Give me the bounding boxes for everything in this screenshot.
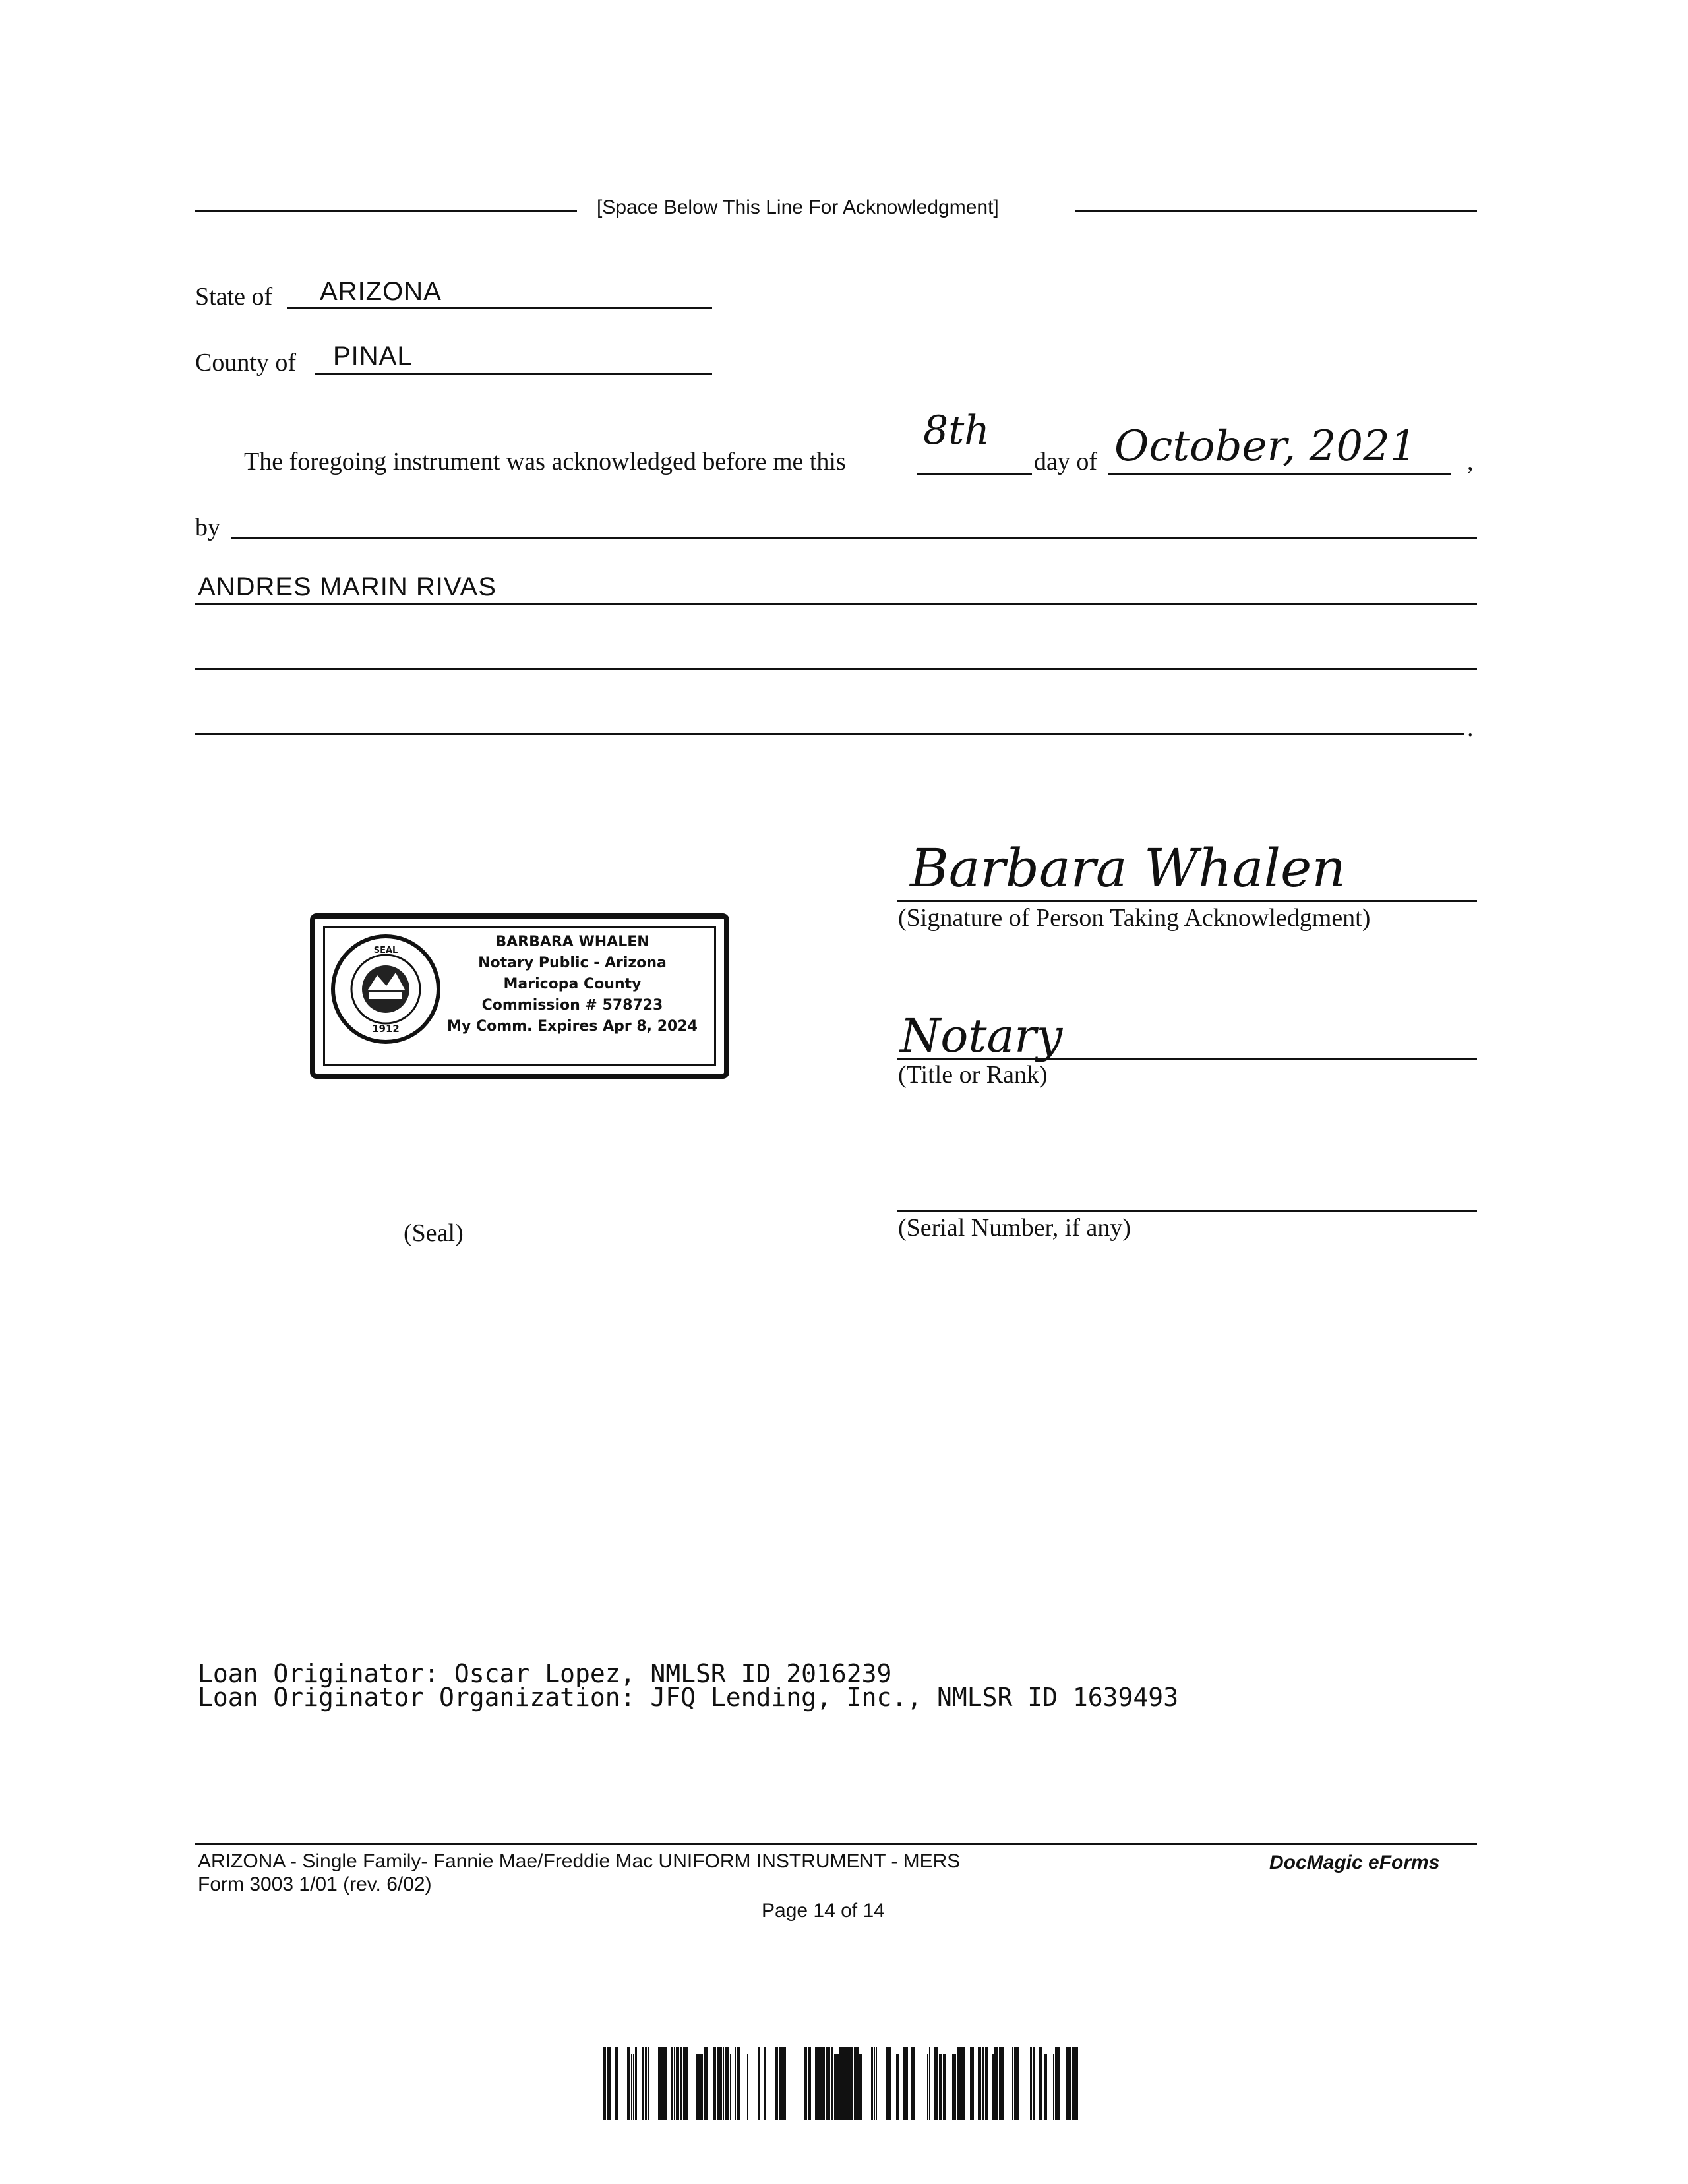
title-caption: (Title or Rank) [898, 1061, 1048, 1089]
day-value: 8th [923, 408, 990, 454]
docmagic-logo: DocMagic eForms [1269, 1852, 1440, 1873]
svg-text:1912: 1912 [372, 1023, 400, 1035]
footer-form-title: ARIZONA - Single Family- Fannie Mae/Freddie Mac UNIFORM INSTRUMENT - MERS [198, 1850, 961, 1872]
by-label: by [195, 514, 220, 541]
signer-name: ANDRES MARIN RIVAS [198, 572, 497, 601]
trailing-comma: , [1467, 448, 1474, 475]
notary-stamp-text [447, 932, 698, 1037]
county-value: PINAL [333, 342, 413, 371]
state-label: State of [195, 283, 273, 311]
notary-county: Maricopa County [503, 976, 642, 992]
state-value: ARIZONA [320, 277, 442, 306]
acknowledgment-text: The foregoing instrument was acknowledged before me this [244, 448, 846, 475]
county-label: County of [195, 349, 297, 377]
day-line [917, 473, 1032, 475]
signer-line [195, 603, 1477, 605]
header-rule-right [1075, 210, 1477, 212]
state-line [287, 307, 712, 309]
signature-caption: (Signature of Person Taking Acknowledgment) [898, 904, 1371, 932]
page-number: Page 14 of 14 [762, 1900, 885, 1922]
arizona-seal-icon [330, 933, 442, 1045]
end-period: . [1467, 714, 1474, 742]
signature: Barbara Whalen [910, 837, 1346, 899]
month-year-line [1108, 473, 1451, 475]
notary-commission: Commission # 578723 [481, 997, 663, 1014]
acknowledgment-header: [Space Below This Line For Acknowledgment] [597, 197, 999, 218]
notary-stamp [310, 913, 729, 1079]
footer-rule [195, 1843, 1477, 1845]
blank-line-2 [195, 733, 1464, 735]
barcode-icon [603, 2048, 1078, 2120]
notary-name: BARBARA WHALEN [495, 934, 649, 950]
footer-form-number: Form 3003 1/01 (rev. 6/02) [198, 1873, 432, 1895]
day-of-label: day of [1034, 448, 1098, 475]
county-line [315, 373, 712, 375]
loan-originator-organization: Loan Originator Organization: JFQ Lending, Inc., NMLSR ID 1639493 [198, 1683, 1179, 1712]
by-line [231, 537, 1477, 539]
loan-originator: Loan Originator: Oscar Lopez, NMLSR ID 2016239 [198, 1659, 892, 1688]
header-rule-left [195, 210, 577, 212]
seal-caption: (Seal) [404, 1219, 464, 1247]
month-year-value: October, 2021 [1114, 422, 1417, 471]
svg-text:SEAL: SEAL [373, 946, 398, 956]
notary-expires: My Comm. Expires Apr 8, 2024 [447, 1018, 698, 1035]
blank-line-1 [195, 668, 1477, 670]
signature-line [897, 900, 1477, 902]
title-value: Notary [900, 1009, 1063, 1063]
serial-line [897, 1210, 1477, 1212]
serial-caption: (Serial Number, if any) [898, 1214, 1131, 1242]
notary-title: Notary Public - Arizona [478, 955, 667, 971]
